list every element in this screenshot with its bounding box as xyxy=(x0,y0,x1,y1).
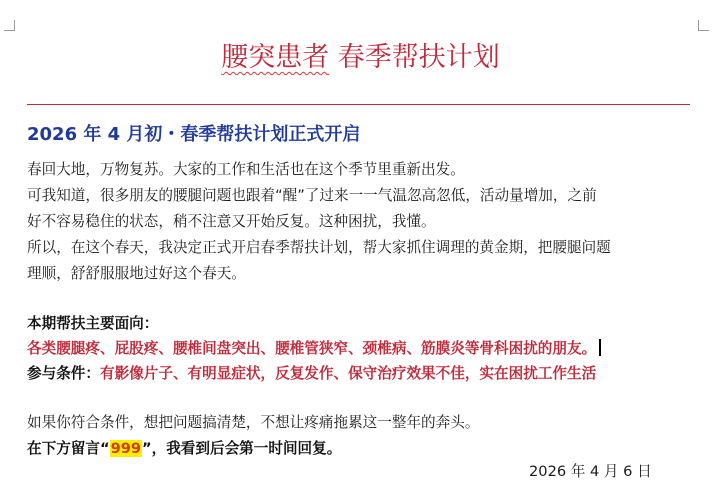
text-cursor xyxy=(599,339,601,356)
intro-line-5: 理顺，舒舒服服地过好这个春天。 xyxy=(27,265,246,282)
document-date: 2026 年 4 月 6 日 xyxy=(529,463,652,480)
intro-line-2: 可我知道，很多朋友的腰腿问题也跟着“醒”了过来一一气温忽高忽低，活动量增加，之前 xyxy=(27,187,597,204)
section-heading: 2026 年 4 月初・春季帮扶计划正式开启 xyxy=(27,124,361,145)
reply-prefix: 在下方留言“ xyxy=(27,440,110,457)
conditions-line xyxy=(27,361,697,387)
intro-line-3: 好不容易稳住的状态，稍不注意又开始反复。这种困扰，我懂。 xyxy=(27,213,436,230)
target-line xyxy=(27,336,697,362)
title-part-2: 春季帮扶计划 xyxy=(337,42,500,73)
conditions-label: 参与条件： xyxy=(27,365,100,382)
target-label: 本期帮扶主要面向： xyxy=(27,315,159,332)
title-part-1: 腰突患者 xyxy=(221,42,330,73)
target-text: 各类腰腿疼、屁股疼、腰椎间盘突出、腰椎管狭窄、颈椎病、筋膜炎等骨科困扰的朋友。 xyxy=(27,340,597,357)
conditions-text: 有影像片子、有明显症状，反复发作、保守治疗效果不佳，实在困扰工作生活 xyxy=(99,365,597,382)
intro-line-1: 春回大地，万物复苏。大家的工作和生活也在这个季节里重新出发。 xyxy=(27,161,465,178)
reply-code: 999 xyxy=(110,440,142,457)
document-title xyxy=(0,40,721,76)
closing-line: 如果你符合条件，想把问题搞清楚，不想让疼痛拖累这一整年的奔头。 xyxy=(27,414,480,431)
reply-suffix: ”，我看到后会第一时间回复。 xyxy=(142,440,342,457)
intro-line-4: 所以，在这个春天，我决定正式开启春季帮扶计划，帮大家抓住调理的黄金期，把腰腿问题 xyxy=(27,239,611,256)
title-divider xyxy=(27,104,690,105)
